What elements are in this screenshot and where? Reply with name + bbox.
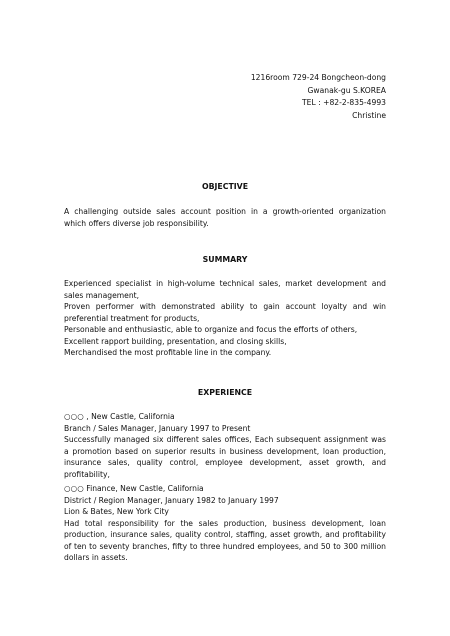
job-description: Successfully managed six different sales offices, Each subsequent assignment was a promotion based on superior results in business development, loan production, insurance sales, quality control, employee development, asset growth, and profitability, bbox=[64, 435, 386, 479]
summary-item: Proven performer with demonstrated ability to gain account loyalty and win preferential treatment for products, bbox=[64, 302, 386, 323]
experience-heading: EXPERIENCE bbox=[197, 388, 253, 397]
job-position: District / Region Manager, January 1982 to January 1997 bbox=[64, 495, 279, 505]
experience-job-2 bbox=[64, 483, 386, 564]
summary-item: Excellent rapport building, presentation, and closing skills, bbox=[64, 336, 287, 346]
job-company: ○○○ Finance, New Castle, California bbox=[64, 484, 204, 493]
job-location: Lion & Bates, New York City bbox=[64, 507, 169, 516]
job-company: ○○○ , New Castle, California bbox=[64, 412, 175, 421]
objective-text: A challenging outside sales account position in a growth-oriented organization which offers diverse job responsibility. bbox=[64, 207, 386, 228]
job-description: Had total responsibility for the sales production, business development, loan production, insurance sales, quality control, staffing, asset growth, and profitability of ten to seventy branches, fifty to three hundred employees, and 50 to 300 million dollars in assets. bbox=[64, 518, 386, 562]
contact-name: Christine bbox=[352, 111, 386, 121]
summary-heading: SUMMARY bbox=[202, 255, 248, 264]
address-line-1: 1216room 729-24 Bongcheon-dong bbox=[250, 73, 386, 82]
summary-item: Merchandised the most profitable line in the company. bbox=[64, 348, 272, 357]
experience-job-1 bbox=[64, 411, 386, 480]
phone-line: TEL : +82-2-835-4993 bbox=[302, 98, 386, 108]
job-position: Branch / Sales Manager, January 1997 to Present bbox=[64, 423, 251, 433]
summary-list bbox=[64, 278, 386, 359]
summary-item: Experienced specialist in high-volume technical sales, market development and sales management, bbox=[64, 279, 386, 300]
summary-item: Personable and enthusiastic, able to organize and focus the efforts of others, bbox=[64, 325, 358, 334]
contact-address-block bbox=[0, 72, 386, 123]
address-line-2: Gwanak-gu S.KOREA bbox=[307, 85, 386, 95]
objective-heading: OBJECTIVE bbox=[201, 182, 249, 191]
